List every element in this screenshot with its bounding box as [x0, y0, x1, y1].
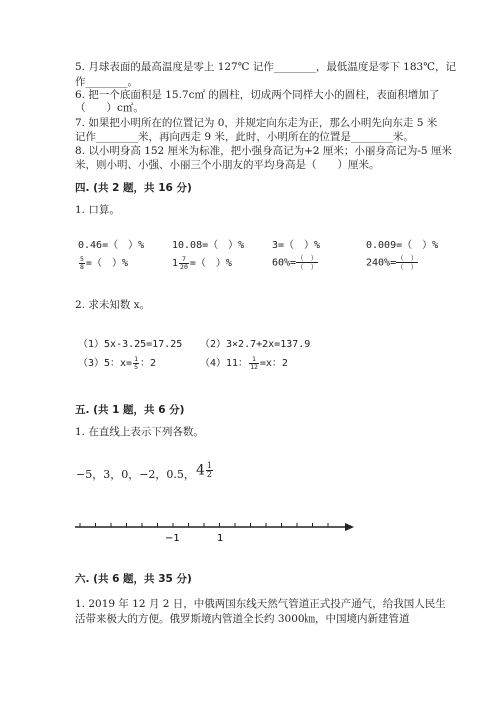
oral-calc-8: 240%= $\frac{( )}{( )}$	[366, 254, 418, 271]
mixed-number: 4 $\frac{1}{2}$	[196, 461, 213, 479]
equation-4: （4）11： $\frac{1}{12}$ =x：2	[200, 354, 288, 371]
q4-1-title: 1. 口算。	[75, 204, 120, 216]
oral-calc-3: 3=（ ）%	[272, 240, 321, 251]
equation-3: （3）5：x= $\frac{1}{5}$ ：2	[78, 354, 157, 371]
section-5-title: 五. (共 1 题，共 6 分)	[75, 404, 185, 416]
equation-2: （2）3×2.7+2x=137.9	[200, 339, 311, 350]
label-neg-one: −1	[165, 533, 180, 544]
question-7-line2: 记作________米，再向西走 9 米，此时，小明所在的位置是________米。	[75, 131, 414, 143]
oral-calc-1: 0.46=（ ）%	[78, 240, 145, 251]
oral-calc-6: 1 $\frac{7}{20}$ =（ ）%	[172, 254, 232, 271]
oral-calc-2: 10.08=（ ）%	[172, 240, 245, 251]
q6-1-line1: 1. 2019 年 12 月 2 日，中俄两国东线天然气管道正式投产通气，给我国人民生	[75, 598, 446, 610]
oral-calc-4: 0.009=（ ）%	[366, 240, 439, 251]
fraction: $\frac{5}{8}$	[80, 254, 84, 271]
question-6-line2: （ ）c㎡。	[75, 102, 144, 114]
section-4-title: 四. (共 2 题，共 16 分)	[75, 182, 192, 194]
numbers-to-plot: −5，3，0，−2，0.5，	[76, 468, 195, 481]
blank-fraction: $\frac{( )}{( )}$	[296, 254, 318, 271]
question-8-line2: 米，则小明、小强、小丽三个小朋友的平均身高是（ ）厘米。	[75, 159, 380, 171]
oral-calc-5: $\frac{5}{8}$ =（ ）%	[80, 254, 128, 271]
question-5-line1: 5. 月球表面的最高温度是零上 127℃ 记作________，最低温度是零下 183℃，记	[75, 61, 456, 73]
q4-2-title: 2. 求未知数 x。	[75, 299, 151, 311]
question-6-line1: 6. 把一个底面积是 15.7c㎡ 的圆柱，切成两个同样大小的圆柱，表面积增加了	[75, 89, 440, 101]
fraction: $\frac{7}{20}$	[180, 254, 188, 271]
label-one: 1	[217, 533, 224, 544]
fraction: $\frac{1}{5}$	[134, 354, 139, 371]
oral-calc-7: 60%= $\frac{( )}{( )}$	[272, 254, 318, 271]
question-8-line1: 8. 以小明身高 152 厘米为标准，把小强身高记为+2 厘米；小丽身高记为-5 厘米	[75, 145, 452, 157]
q6-1-line2: 活带来极大的方便。俄罗斯境内管道全长约 3000㎞，中国境内新建管道	[75, 613, 410, 625]
number-line-arrow	[345, 523, 354, 531]
question-5-line2: 作________。	[75, 76, 138, 88]
fraction: $\frac{1}{12}$	[250, 354, 258, 371]
question-7-line1: 7. 如果把小明所在的位置记为 0，并规定向东走为正，那么小明先向东走 5 米	[75, 117, 438, 129]
number-line	[70, 515, 360, 545]
blank-fraction: $\frac{( )}{( )}$	[396, 254, 418, 271]
fraction: $\frac{1}{2}$	[206, 461, 213, 479]
section-6-title: 六. (共 6 题，共 35 分)	[75, 573, 192, 585]
equation-1: （1）5x-3.25=17.25	[78, 339, 183, 350]
q5-1-title: 1. 在直线上表示下列各数。	[75, 426, 204, 438]
